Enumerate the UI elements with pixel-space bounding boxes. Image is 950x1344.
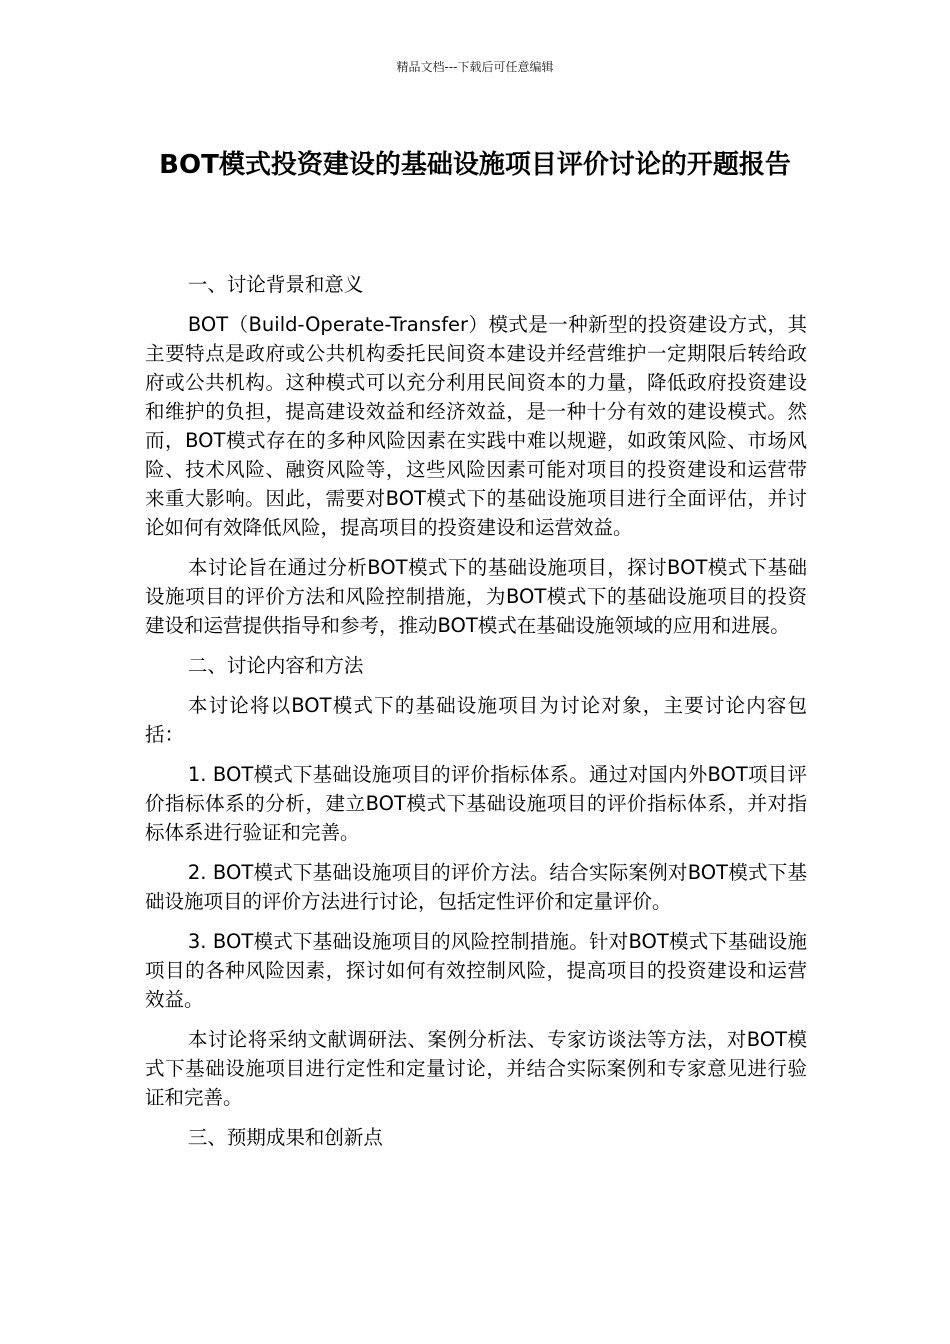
document-body (145, 270, 807, 1163)
section-heading-content-methods: 二、讨论内容和方法 (187, 654, 364, 677)
paragraph-research-methods: 本讨论将采纳文献调研法、案例分析法、专家访谈法等方法，对BOT模式下基础设施项目进行定性和定量讨论，并结合实际案例和专家意见进行验证和完善。 (145, 1028, 807, 1109)
paragraph-bot-overview: BOT（Build-Operate-Transfer）模式是一种新型的投资建设方式，其主要特点是政府或公共机构委托民间资本建设并经营维护一定期限后转给政府或公共机构。这种模式可以充分利用民间资本的力量，降低政府投资建设和维护的负担，提高建设效益和经济效益，是一种十分有效的建设模式。然而，BOT模式存在的多种风险因素在实践中难以规避，如政策风险、市场风险、技术风险、融资风险等，这些风险因素可能对项目的投资建设和运营带来重大影响。因此，需要对BOT模式下的基础设施项目进行全面评估，并讨论如何有效降低风险，提高项目的投资建设和运营效益。 (145, 313, 807, 539)
document-title: BOT模式投资建设的基础设施项目评价讨论的开题报告 (159, 150, 791, 180)
list-item-evaluation-methods: 2. BOT模式下基础设施项目的评价方法。结合实际案例对BOT模式下基础设施项目的评价方法进行讨论，包括定性评价和定量评价。 (145, 861, 807, 913)
section-heading-expected-results: 三、预期成果和创新点 (187, 1126, 383, 1149)
list-item-risk-control: 3. BOT模式下基础设施项目的风险控制措施。针对BOT模式下基础设施项目的各种风险因素，探讨如何有效控制风险，提高项目的投资建设和运营效益。 (145, 930, 807, 1011)
paragraph-research-purpose: 本讨论旨在通过分析BOT模式下的基础设施项目，探讨BOT模式下基础设施项目的评价方法和风险控制措施，为BOT模式下的基础设施项目的投资建设和运营提供指导和参考，推动BOT模式在基础设施领域的应用和进展。 (145, 556, 807, 637)
section-heading-background: 一、讨论背景和意义 (187, 273, 364, 296)
list-item-evaluation-indicators: 1. BOT模式下基础设施项目的评价指标体系。通过对国内外BOT项目评价指标体系的分析，建立BOT模式下基础设施项目的评价指标体系，并对指标体系进行验证和完善。 (145, 763, 807, 844)
paragraph-content-intro: 本讨论将以BOT模式下的基础设施项目为讨论对象，主要讨论内容包括： (145, 694, 807, 746)
page-header: 精品文档---下载后可任意编辑 (396, 60, 554, 74)
